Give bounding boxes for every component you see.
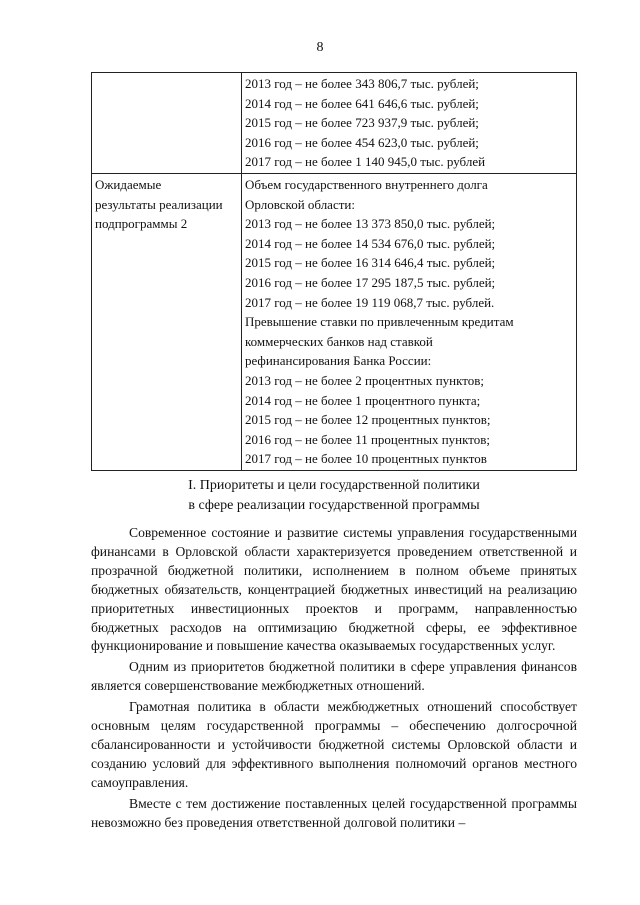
paragraph: Вместе с тем достижение поставленных целей государственной программы невозможно без проведения ответственной долговой политики – bbox=[91, 795, 577, 830]
table-cell-label bbox=[92, 73, 242, 174]
paragraph: Одним из приоритетов бюджетной политики в сфере управления финансов является совершенствование межбюджетных отношений. bbox=[91, 659, 577, 694]
table-row bbox=[92, 173, 577, 470]
table-cell-label bbox=[92, 173, 242, 470]
value-line: рефинансирования Банка России: bbox=[245, 353, 432, 369]
table-cell-values bbox=[242, 173, 577, 470]
value-line: 2013 год – не более 13 373 850,0 тыс. рублей; bbox=[245, 216, 496, 232]
value-line: Объем государственного внутреннего долга bbox=[245, 176, 488, 192]
value-line: 2013 год – не более 343 806,7 тыс. рублей; bbox=[245, 76, 479, 91]
value-line: 2014 год – не более 14 534 676,0 тыс. рублей; bbox=[245, 235, 496, 251]
value-line: 2016 год – не более 454 623,0 тыс. рублей; bbox=[245, 134, 479, 150]
value-line: 2015 год – не более 16 314 646,4 тыс. рублей; bbox=[245, 255, 496, 271]
page-number: 8 bbox=[316, 40, 324, 55]
value-line: 2014 год – не более 641 646,6 тыс. рублей; bbox=[245, 95, 479, 111]
value-line: коммерческих банков над ставкой bbox=[245, 333, 433, 349]
value-line: 2017 год – не более 1 140 945,0 тыс. рублей bbox=[245, 154, 486, 170]
label-line: подпрограммы 2 bbox=[95, 216, 188, 232]
value-line: 2017 год – не более 10 процентных пунктов bbox=[245, 451, 487, 467]
value-line: 2017 год – не более 19 119 068,7 тыс. рублей. bbox=[245, 294, 495, 310]
value-line: 2015 год – не более 12 процентных пунктов; bbox=[245, 412, 491, 428]
body-text bbox=[91, 524, 577, 835]
value-line: 2016 год – не более 11 процентных пунктов; bbox=[245, 431, 491, 447]
subprogram-table bbox=[91, 72, 577, 471]
table-row bbox=[92, 73, 577, 174]
value-line: Орловской области: bbox=[245, 196, 355, 212]
label-line: Ожидаемые bbox=[95, 176, 162, 192]
paragraph: Грамотная политика в области межбюджетных отношений способствует основным целям государственной программы – обеспечению долгосрочной сбалансированности и устойчивости бюджетной системы Орловской области и созданию условий для эффективного выполнения полномочий органов местного самоуправления. bbox=[91, 699, 577, 790]
section-heading bbox=[91, 476, 577, 516]
table-cell-values bbox=[242, 73, 577, 174]
value-line: 2016 год – не более 17 295 187,5 тыс. рублей; bbox=[245, 274, 496, 290]
paragraph: Современное состояние и развитие системы управления государственными финансами в Орловской области характеризуется проведением ответственной и прозрачной бюджетной политики, исполнением в полном объеме принятых бюджетных обязательств, концентрацией бюджетных инвестиций на реализацию приоритетных инвестиционных проектов и программ, направленностью бюджетных расходов на оптимизацию бюджетной сферы, ее эффективное функционирование и повышение качества оказываемых государственных услуг. bbox=[91, 525, 577, 654]
section-heading-line: I. Приоритеты и цели государственной политики bbox=[188, 478, 480, 493]
value-line: 2014 год – не более 1 процентного пункта; bbox=[245, 392, 481, 408]
value-line: 2015 год – не более 723 937,9 тыс. рублей; bbox=[245, 115, 479, 131]
label-line: результаты реализации bbox=[95, 196, 223, 212]
value-line: Превышение ставки по привлеченным кредитам bbox=[245, 314, 514, 330]
section-heading-line: в сфере реализации государственной программы bbox=[188, 498, 480, 513]
value-line: 2013 год – не более 2 процентных пунктов; bbox=[245, 372, 485, 388]
